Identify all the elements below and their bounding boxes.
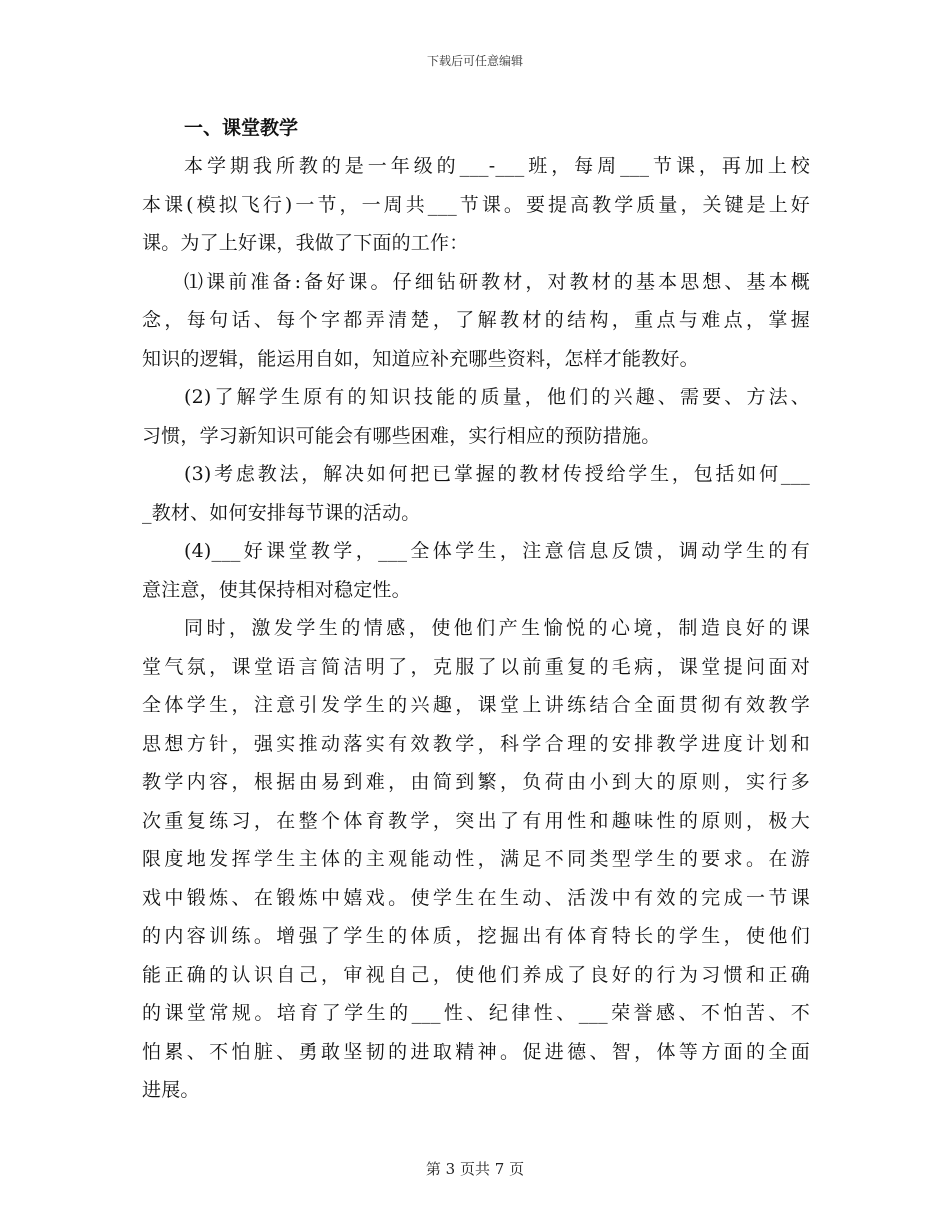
text-line: (3)考虑教法，解决如何把已掌握的教材传授给学生，包括如何___ — [184, 463, 810, 485]
text-line: 的内容训练。增强了学生的体质，挖掘出有体育特长的学生，使他们 — [142, 925, 810, 947]
text-line: 同时，激发学生的情感，使他们产生愉悦的心境，制造良好的课 — [184, 617, 810, 639]
text-line: 思想方针，强实推动落实有效教学，科学合理的安排教学进度计划和 — [142, 732, 810, 755]
text-line: (2)了解学生原有的知识技能的质量，他们的兴趣、需要、方法、 — [184, 386, 810, 408]
text-line: 本学期我所教的是一年级的___-___班，每周___节课，再加上校 — [184, 155, 810, 177]
text-line: 戏中锻炼、在锻炼中嬉戏。使学生在生动、活泼中有效的完成一节课 — [142, 886, 810, 909]
text-line: 意注意，使其保持相对稳定性。 — [142, 578, 411, 601]
text-line: (4)___好课堂教学，___全体学生，注意信息反馈，调动学生的有 — [184, 540, 810, 562]
section-heading: 一、课堂教学 — [184, 117, 299, 139]
paragraph-intro — [142, 147, 810, 263]
text-line: 课。为了上好课，我做了下面的工作： — [142, 232, 469, 254]
text-line: 堂气氛，课堂语言简洁明了，克服了以前重复的毛病，课堂提问面对 — [142, 655, 810, 678]
paragraph-item-4 — [142, 532, 810, 609]
text-line: 习惯，学习新知识可能会有哪些困难，实行相应的预防措施。 — [142, 424, 661, 447]
text-line: 本课(模拟飞行)一节，一周共___节课。要提高教学质量，关键是上好 — [142, 193, 810, 216]
text-line: 知识的逻辑，能运用自如，知道应补充哪些资料，怎样才能教好。 — [142, 347, 699, 370]
text-line: 怕累、不怕脏、勇敢坚韧的进取精神。促进德、智，体等方面的全面 — [142, 1040, 810, 1063]
page-header: 下载后可任意编辑 — [426, 54, 523, 68]
text-line: 念，每句话、每个字都弄清楚，了解教材的结构，重点与难点，掌握 — [142, 309, 810, 331]
page-footer: 第 3 页共 7 页 — [425, 1160, 525, 1178]
paragraph-item-1 — [142, 263, 810, 379]
text-line: _教材、如何安排每节课的活动。 — [142, 501, 421, 524]
text-line: 限度地发挥学生主体的主观能动性，满足不同类型学生的要求。在游 — [142, 848, 810, 870]
text-line: 全体学生，注意引发学生的兴趣，课堂上讲练结合全面贯彻有效教学 — [142, 694, 810, 716]
paragraph-item-3 — [142, 455, 810, 532]
text-line: 次重复练习，在整个体育教学，突出了有用性和趣味性的原则，极大 — [142, 809, 810, 832]
text-line: 进展。 — [142, 1079, 200, 1101]
paragraph-summary — [142, 609, 810, 1110]
document-body — [142, 109, 810, 1110]
text-line: 的课堂常规。培育了学生的___性、纪律性、___荣誉感、不怕苦、不 — [142, 1002, 810, 1024]
text-line: 能正确的认识自己，审视自己，使他们养成了良好的行为习惯和正确 — [142, 963, 810, 986]
text-line: ⑴课前准备:备好课。仔细钻研教材，对教材的基本思想、基本概 — [184, 270, 810, 293]
text-line: 教学内容，根据由易到难，由简到繁，负荷由小到大的原则，实行多 — [142, 771, 810, 793]
paragraph-item-2 — [142, 378, 810, 455]
